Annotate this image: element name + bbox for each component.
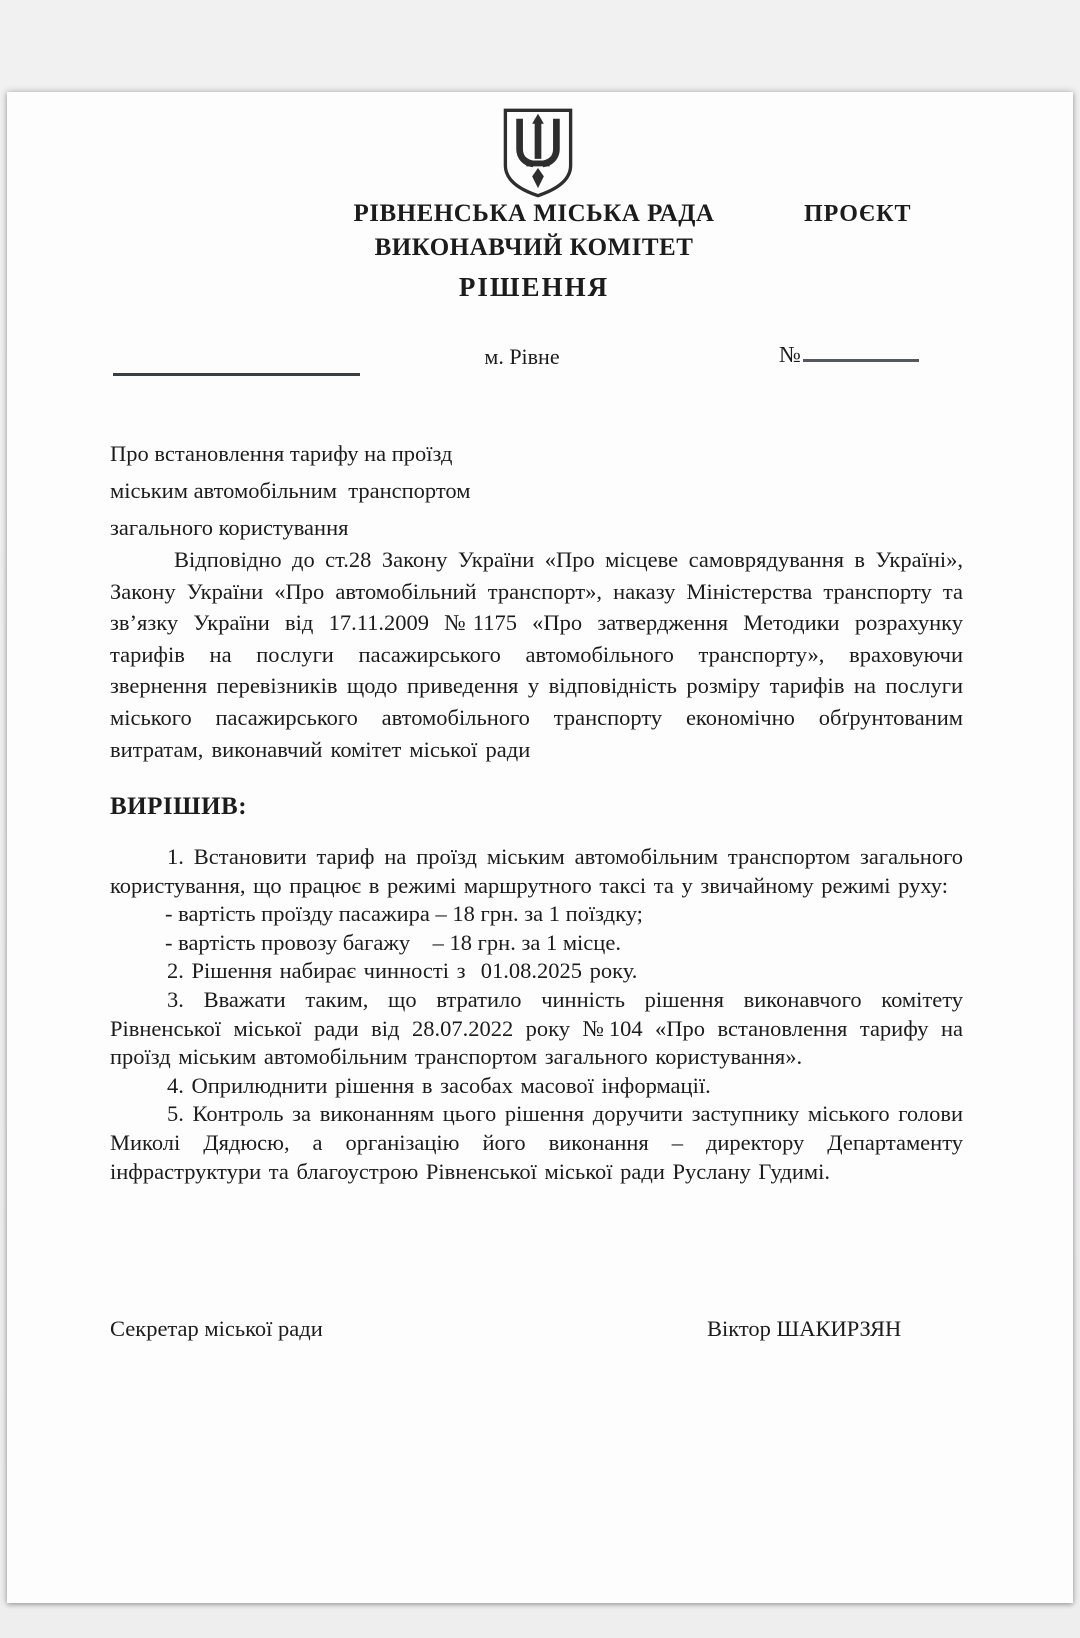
resolved-heading: ВИРІШИВ:: [110, 793, 248, 820]
ruling-item-3: 3. Вважати таким, що втратило чинність рішення виконавчого комітету Рівненської міської ради від 28.07.2022 року №104 «Про встановлення тарифу на проїзд міським автомобільним транспортом загального користування».: [110, 986, 963, 1070]
signature-role: Секретар міської ради: [110, 1316, 323, 1341]
signature-name: Віктор ШАКИРЗЯН: [707, 1316, 902, 1341]
subject-line: Про встановлення тарифу на проїзд: [110, 441, 453, 466]
subject-line: міським автомобільним транспортом: [110, 478, 471, 503]
org-subname-line: ВИКОНАВЧИЙ КОМІТЕТ: [374, 234, 694, 261]
doc-type-title: РІШЕННЯ: [458, 272, 610, 302]
ruling-item-1: 1. Встановити тариф на проїзд міським автомобільним транспортом загального користування, що працює в режимі маршрутного таксі та у звичайному режимі руху:: [110, 844, 963, 898]
number-block: [779, 342, 919, 368]
subject-line: загального користування: [110, 515, 349, 540]
org-name-line: РІВНЕНСЬКА МІСЬКА РАДА: [353, 200, 715, 227]
ruling-item-5: 5. Контроль за виконанням цього рішення доручити заступнику міського голови Миколі Дядюсю, а організацію його виконання – директору Департаменту інфраструктури та благоустрою Рівненської міської ради Руслану Гудимі.: [110, 1101, 963, 1184]
place-line: м. Рівне: [484, 344, 560, 369]
date-blank-line: [113, 373, 360, 376]
ruling-item-2: 2. Рішення набирає чинності з 01.08.2025 року.: [167, 958, 638, 984]
subject-block: [110, 435, 650, 546]
draft-label: ПРОЄКТ: [804, 201, 912, 227]
preamble-paragraph: Відповідно до ст.28 Закону України «Про місцеве самоврядування в Україні», Закону України «Про автомобільний транспорт», наказу Міністерства транспорту та зв’язку України від 17.11.2009 №1175 «Про затвердження Методики розрахунку тарифів на послуги пасажирського автомобільного транспорту», враховуючи звернення перевізників щодо приведення у відповідність розміру тарифів на послуги міського пасажирського автомобільного транспорту економічно обґрунтованим витратам, виконавчий комітет міської ради: [110, 547, 963, 762]
ruling-list: [110, 843, 963, 1186]
number-label: №: [779, 342, 801, 367]
tariff-line-baggage: - вартість провозу багажу – 18 грн. за 1 місце.: [165, 929, 621, 955]
ruling-item-4: 4. Оприлюднити рішення в засобах масової інформації.: [167, 1072, 711, 1098]
number-blank-line: [803, 359, 919, 362]
tariff-line-passenger: - вартість проїзду пасажира – 18 грн. за 1 поїздку;: [165, 901, 643, 927]
document-page: [7, 92, 1073, 1603]
ukraine-trident-emblem: [494, 107, 582, 199]
